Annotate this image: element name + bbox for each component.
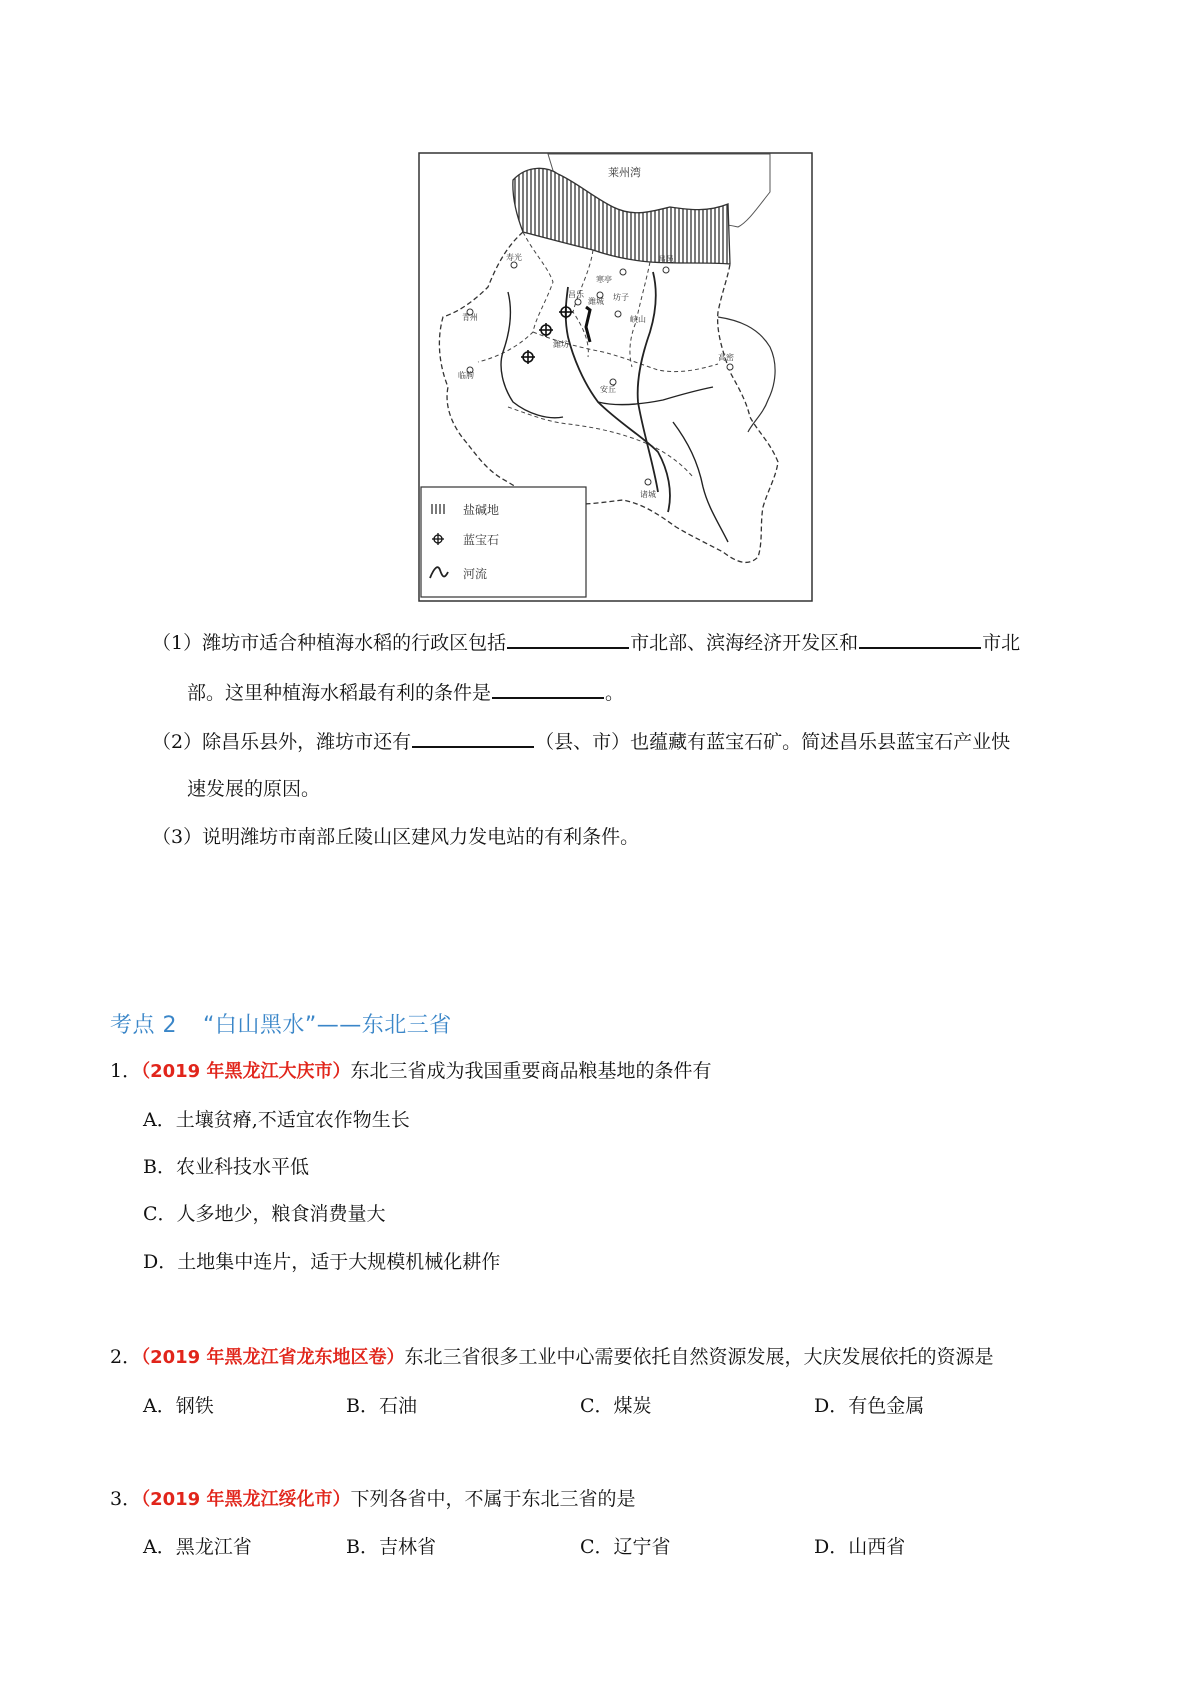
mcq-2-options bbox=[143, 1392, 1003, 1420]
map-legend bbox=[421, 487, 586, 597]
svg-text:诸城: 诸城 bbox=[640, 490, 656, 499]
svg-text:寒亭: 寒亭 bbox=[596, 275, 612, 284]
weifang-map bbox=[418, 152, 813, 602]
legend-saline-label: 盐碱地 bbox=[463, 503, 500, 517]
svg-text:昌邑: 昌邑 bbox=[658, 255, 674, 264]
svg-text:昌乐: 昌乐 bbox=[568, 290, 584, 299]
sea-label: 莱州湾 bbox=[608, 166, 641, 179]
question-3: （3）说明潍坊市南部丘陵山区建风力发电站的有利条件。 bbox=[152, 826, 640, 848]
mcq-2-option-d[interactable]: D．有色金属 bbox=[814, 1395, 925, 1417]
legend-sapphire-label: 蓝宝石 bbox=[463, 533, 500, 547]
answer-blank[interactable] bbox=[859, 627, 981, 649]
mcq-3-option-d[interactable]: D．山西省 bbox=[814, 1536, 906, 1558]
svg-text:潍城: 潍城 bbox=[588, 297, 604, 306]
svg-text:潍坊: 潍坊 bbox=[553, 340, 569, 349]
question-source: （2019 年黑龙江省龙东地区卷） bbox=[141, 1347, 405, 1368]
mcq-1-option-c[interactable]: C．人多地少，粮食消费量大 bbox=[143, 1203, 386, 1225]
mcq-2-option-a[interactable]: A．钢铁 bbox=[143, 1395, 214, 1417]
section-label: 考点 2 bbox=[110, 1013, 177, 1038]
mcq-1-stem: 1．（2019 年黑龙江大庆市）东北三省成为我国重要商品粮基地的条件有 bbox=[110, 1060, 712, 1082]
legend-river-label: 河流 bbox=[463, 567, 488, 581]
mcq-3-option-b[interactable]: B．吉林省 bbox=[346, 1536, 436, 1558]
question-source: （2019 年黑龙江大庆市） bbox=[141, 1061, 351, 1082]
question-2-line-1: （2）除昌乐县外，潍坊市还有 （县、市）也蕴藏有蓝宝石矿。简述昌乐县蓝宝石产业快 bbox=[152, 726, 1010, 756]
answer-blank[interactable] bbox=[492, 677, 604, 699]
svg-text:高密: 高密 bbox=[718, 353, 734, 362]
question-2-line-2: 速发展的原因。 bbox=[187, 778, 321, 800]
mcq-2-option-b[interactable]: B．石油 bbox=[346, 1395, 417, 1417]
mcq-3-option-a[interactable]: A．黑龙江省 bbox=[143, 1536, 252, 1558]
question-source: （2019 年黑龙江绥化市） bbox=[141, 1489, 351, 1510]
section-title: “白山黑水”——东北三省 bbox=[203, 1013, 452, 1038]
svg-text:峡山: 峡山 bbox=[630, 315, 646, 324]
svg-text:坊子: 坊子 bbox=[613, 293, 629, 302]
mcq-2-option-c[interactable]: C．煤炭 bbox=[580, 1395, 652, 1417]
svg-text:安丘: 安丘 bbox=[600, 385, 616, 394]
svg-text:寿光: 寿光 bbox=[506, 253, 522, 262]
section-heading bbox=[110, 1008, 478, 1039]
mcq-1-option-d[interactable]: D．土地集中连片，适于大规模机械化耕作 bbox=[143, 1251, 501, 1273]
question-1-line-1: （1）潍坊市适合种植海水稻的行政区包括 市北部、滨海经济开发区和 市北 bbox=[152, 627, 1020, 657]
mcq-2-stem: 2．（2019 年黑龙江省龙东地区卷）东北三省很多工业中心需要依托自然资源发展，大庆发展依托的资源是 bbox=[110, 1346, 994, 1368]
mcq-3-option-c[interactable]: C．辽宁省 bbox=[580, 1536, 671, 1558]
question-1-line-2: 部。这里种植海水稻最有利的条件是 。 bbox=[187, 677, 624, 707]
mcq-3-stem: 3．（2019 年黑龙江绥化市）下列各省中，不属于东北三省的是 bbox=[110, 1488, 636, 1510]
svg-text:临朐: 临朐 bbox=[458, 371, 474, 380]
answer-blank[interactable] bbox=[507, 627, 629, 649]
mcq-3-options bbox=[143, 1533, 1003, 1561]
mcq-1-option-b[interactable]: B．农业科技水平低 bbox=[143, 1156, 309, 1178]
mcq-1-option-a[interactable]: A．土壤贫瘠,不适宜农作物生长 bbox=[143, 1109, 410, 1131]
answer-blank[interactable] bbox=[412, 726, 534, 748]
svg-text:青州: 青州 bbox=[462, 313, 478, 322]
